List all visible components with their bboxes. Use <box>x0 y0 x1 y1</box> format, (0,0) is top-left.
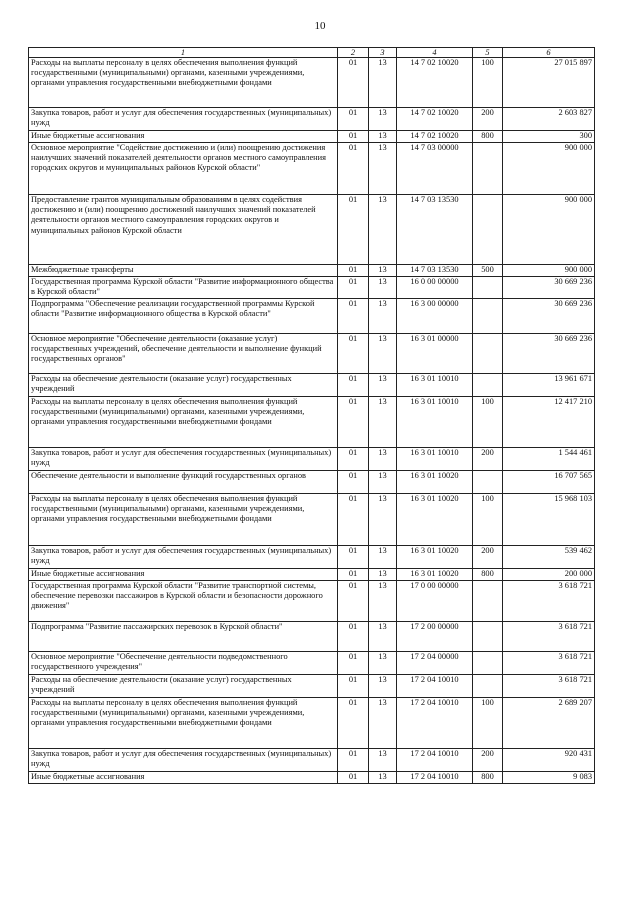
amount-cell: 1 544 461 <box>503 448 595 471</box>
table-row <box>29 698 595 749</box>
table-row <box>29 108 595 131</box>
expense-type-cell: 200 <box>473 448 503 471</box>
table-row <box>29 448 595 471</box>
subsection-code-cell: 13 <box>369 546 397 569</box>
subsection-code-cell: 13 <box>369 652 397 675</box>
table-row <box>29 494 595 546</box>
target-article-cell: 14 7 02 10020 <box>397 131 473 143</box>
table-row <box>29 772 595 784</box>
subsection-code-cell: 13 <box>369 277 397 299</box>
column-header: 6 <box>503 48 595 58</box>
target-article-cell: 14 7 03 00000 <box>397 143 473 195</box>
section-code-cell: 01 <box>338 749 369 772</box>
expense-type-cell: 100 <box>473 397 503 448</box>
amount-cell: 300 <box>503 131 595 143</box>
target-article-cell: 16 3 01 10020 <box>397 546 473 569</box>
table-row <box>29 374 595 397</box>
section-code-cell: 01 <box>338 397 369 448</box>
subsection-code-cell: 13 <box>369 374 397 397</box>
row-name-cell: Закупка товаров, работ и услуг для обеспечения государственных (муниципальных) нужд <box>29 448 338 471</box>
table-row <box>29 143 595 195</box>
target-article-cell: 16 3 01 10010 <box>397 448 473 471</box>
table-row <box>29 675 595 698</box>
table-row <box>29 334 595 374</box>
amount-cell: 900 000 <box>503 143 595 195</box>
target-article-cell: 16 3 01 10020 <box>397 494 473 546</box>
target-article-cell: 16 3 01 00000 <box>397 334 473 374</box>
section-code-cell: 01 <box>338 581 369 622</box>
row-name-cell: Расходы на обеспечение деятельности (оказание услуг) государственных учреждений <box>29 675 338 698</box>
row-name-cell: Предоставление грантов муниципальным образованиям в целях содействия достижению и (или) поощрению достижений наилучших значений показателей деятельности органов местного самоуправления городских округов и муниципальных районов Курской области <box>29 195 338 265</box>
subsection-code-cell: 13 <box>369 569 397 581</box>
target-article-cell: 16 3 01 10010 <box>397 374 473 397</box>
subsection-code-cell: 13 <box>369 471 397 494</box>
subsection-code-cell: 13 <box>369 299 397 334</box>
expense-type-cell <box>473 675 503 698</box>
expense-type-cell <box>473 195 503 265</box>
amount-cell: 13 961 671 <box>503 374 595 397</box>
section-code-cell: 01 <box>338 334 369 374</box>
row-name-cell: Основное мероприятие "Обеспечение деятельности (оказание услуг) государственных учреждений, обеспечение деятельности и выполнение функций государственных органов" <box>29 334 338 374</box>
amount-cell: 30 669 236 <box>503 277 595 299</box>
row-name-cell: Расходы на выплаты персоналу в целях обеспечения выполнения функций государственными (муниципальными) органами, казенными учреждениями, органами управления государственными внебюджетными фондами <box>29 397 338 448</box>
target-article-cell: 14 7 02 10020 <box>397 58 473 108</box>
expense-type-cell: 100 <box>473 698 503 749</box>
section-code-cell: 01 <box>338 698 369 749</box>
target-article-cell: 16 3 01 10020 <box>397 471 473 494</box>
amount-cell: 2 689 207 <box>503 698 595 749</box>
expense-type-cell: 100 <box>473 494 503 546</box>
amount-cell: 9 083 <box>503 772 595 784</box>
amount-cell: 2 603 827 <box>503 108 595 131</box>
amount-cell: 539 462 <box>503 546 595 569</box>
subsection-code-cell: 13 <box>369 58 397 108</box>
expense-type-cell <box>473 277 503 299</box>
section-code-cell: 01 <box>338 448 369 471</box>
subsection-code-cell: 13 <box>369 772 397 784</box>
section-code-cell: 01 <box>338 772 369 784</box>
subsection-code-cell: 13 <box>369 131 397 143</box>
amount-cell: 920 431 <box>503 749 595 772</box>
target-article-cell: 14 7 02 10020 <box>397 108 473 131</box>
section-code-cell: 01 <box>338 652 369 675</box>
target-article-cell: 14 7 03 13530 <box>397 265 473 277</box>
subsection-code-cell: 13 <box>369 494 397 546</box>
expense-type-cell <box>473 334 503 374</box>
row-name-cell: Подпрограмма "Развитие пассажирских перевозок в Курской области" <box>29 622 338 652</box>
target-article-cell: 17 0 00 00000 <box>397 581 473 622</box>
target-article-cell: 16 3 01 10020 <box>397 569 473 581</box>
target-article-cell: 17 2 04 10010 <box>397 698 473 749</box>
expense-type-cell: 800 <box>473 131 503 143</box>
table-row <box>29 652 595 675</box>
expense-type-cell <box>473 652 503 675</box>
column-header: 4 <box>397 48 473 58</box>
section-code-cell: 01 <box>338 569 369 581</box>
section-code-cell: 01 <box>338 675 369 698</box>
table-header-row <box>29 48 595 58</box>
expense-type-cell <box>473 581 503 622</box>
section-code-cell: 01 <box>338 131 369 143</box>
target-article-cell: 16 3 00 00000 <box>397 299 473 334</box>
row-name-cell: Расходы на выплаты персоналу в целях обеспечения выполнения функций государственными (муниципальными) органами, казенными учреждениями, органами управления государственными внебюджетными фондами <box>29 58 338 108</box>
subsection-code-cell: 13 <box>369 108 397 131</box>
expense-type-cell: 100 <box>473 58 503 108</box>
target-article-cell: 14 7 03 13530 <box>397 195 473 265</box>
table-row <box>29 546 595 569</box>
subsection-code-cell: 13 <box>369 397 397 448</box>
target-article-cell: 16 3 01 10010 <box>397 397 473 448</box>
table-row <box>29 622 595 652</box>
row-name-cell: Межбюджетные трансферты <box>29 265 338 277</box>
amount-cell: 3 618 721 <box>503 622 595 652</box>
section-code-cell: 01 <box>338 277 369 299</box>
amount-cell: 3 618 721 <box>503 581 595 622</box>
expense-type-cell <box>473 143 503 195</box>
amount-cell: 12 417 210 <box>503 397 595 448</box>
row-name-cell: Закупка товаров, работ и услуг для обеспечения государственных (муниципальных) нужд <box>29 546 338 569</box>
amount-cell: 30 669 236 <box>503 299 595 334</box>
row-name-cell: Обеспечение деятельности и выполнение функций государственных органов <box>29 471 338 494</box>
row-name-cell: Основное мероприятие "Содействие достижению и (или) поощрению достижения наилучших значений показателей деятельности органов местного самоуправления городских округов и муниципальных районов Курской области" <box>29 143 338 195</box>
row-name-cell: Основное мероприятие "Обеспечение деятельности подведомственного государственного учреждения" <box>29 652 338 675</box>
amount-cell: 3 618 721 <box>503 675 595 698</box>
section-code-cell: 01 <box>338 546 369 569</box>
page-number: 10 <box>314 20 326 32</box>
table-row <box>29 131 595 143</box>
expense-type-cell: 200 <box>473 108 503 131</box>
section-code-cell: 01 <box>338 471 369 494</box>
amount-cell: 200 000 <box>503 569 595 581</box>
target-article-cell: 17 2 04 10010 <box>397 675 473 698</box>
expense-type-cell: 500 <box>473 265 503 277</box>
expense-type-cell <box>473 374 503 397</box>
subsection-code-cell: 13 <box>369 581 397 622</box>
row-name-cell: Закупка товаров, работ и услуг для обеспечения государственных (муниципальных) нужд <box>29 108 338 131</box>
column-header: 3 <box>369 48 397 58</box>
row-name-cell: Иные бюджетные ассигнования <box>29 569 338 581</box>
section-code-cell: 01 <box>338 143 369 195</box>
table-row <box>29 581 595 622</box>
section-code-cell: 01 <box>338 265 369 277</box>
section-code-cell: 01 <box>338 299 369 334</box>
amount-cell: 15 968 103 <box>503 494 595 546</box>
row-name-cell: Государственная программа Курской области "Развитие транспортной системы, обеспечение перевозки пассажиров в Курской области и безопасности дорожного движения" <box>29 581 338 622</box>
target-article-cell: 17 2 04 10010 <box>397 772 473 784</box>
row-name-cell: Закупка товаров, работ и услуг для обеспечения государственных (муниципальных) нужд <box>29 749 338 772</box>
section-code-cell: 01 <box>338 374 369 397</box>
budget-table <box>28 47 595 784</box>
column-header: 2 <box>338 48 369 58</box>
table-row <box>29 58 595 108</box>
table-row <box>29 397 595 448</box>
row-name-cell: Расходы на выплаты персоналу в целях обеспечения выполнения функций государственными (муниципальными) органами, казенными учреждениями, органами управления государственными внебюджетными фондами <box>29 494 338 546</box>
row-name-cell: Подпрограмма "Обеспечение реализации государственной программы Курской области "Развитие информационного общества в Курской области" <box>29 299 338 334</box>
table-row <box>29 195 595 265</box>
table-row <box>29 749 595 772</box>
section-code-cell: 01 <box>338 195 369 265</box>
amount-cell: 27 015 897 <box>503 58 595 108</box>
section-code-cell: 01 <box>338 108 369 131</box>
target-article-cell: 16 0 00 00000 <box>397 277 473 299</box>
subsection-code-cell: 13 <box>369 334 397 374</box>
expense-type-cell: 200 <box>473 546 503 569</box>
row-name-cell: Иные бюджетные ассигнования <box>29 131 338 143</box>
table-row <box>29 265 595 277</box>
subsection-code-cell: 13 <box>369 195 397 265</box>
subsection-code-cell: 13 <box>369 675 397 698</box>
expense-type-cell: 800 <box>473 569 503 581</box>
section-code-cell: 01 <box>338 58 369 108</box>
amount-cell: 900 000 <box>503 195 595 265</box>
subsection-code-cell: 13 <box>369 749 397 772</box>
expense-type-cell <box>473 471 503 494</box>
amount-cell: 900 000 <box>503 265 595 277</box>
expense-type-cell <box>473 299 503 334</box>
subsection-code-cell: 13 <box>369 622 397 652</box>
subsection-code-cell: 13 <box>369 448 397 471</box>
section-code-cell: 01 <box>338 494 369 546</box>
row-name-cell: Государственная программа Курской области "Развитие информационного общества в Курской области" <box>29 277 338 299</box>
row-name-cell: Расходы на обеспечение деятельности (оказание услуг) государственных учреждений <box>29 374 338 397</box>
expense-type-cell: 200 <box>473 749 503 772</box>
expense-type-cell <box>473 622 503 652</box>
target-article-cell: 17 2 04 00000 <box>397 652 473 675</box>
subsection-code-cell: 13 <box>369 143 397 195</box>
row-name-cell: Расходы на выплаты персоналу в целях обеспечения выполнения функций государственными (муниципальными) органами, казенными учреждениями, органами управления государственными внебюджетными фондами <box>29 698 338 749</box>
table-row <box>29 471 595 494</box>
target-article-cell: 17 2 04 10010 <box>397 749 473 772</box>
row-name-cell: Иные бюджетные ассигнования <box>29 772 338 784</box>
subsection-code-cell: 13 <box>369 265 397 277</box>
column-header: 1 <box>29 48 338 58</box>
table-row <box>29 569 595 581</box>
amount-cell: 16 707 565 <box>503 471 595 494</box>
expense-type-cell: 800 <box>473 772 503 784</box>
column-header: 5 <box>473 48 503 58</box>
table-row <box>29 277 595 299</box>
section-code-cell: 01 <box>338 622 369 652</box>
subsection-code-cell: 13 <box>369 698 397 749</box>
amount-cell: 3 618 721 <box>503 652 595 675</box>
amount-cell: 30 669 236 <box>503 334 595 374</box>
table-row <box>29 299 595 334</box>
target-article-cell: 17 2 00 00000 <box>397 622 473 652</box>
